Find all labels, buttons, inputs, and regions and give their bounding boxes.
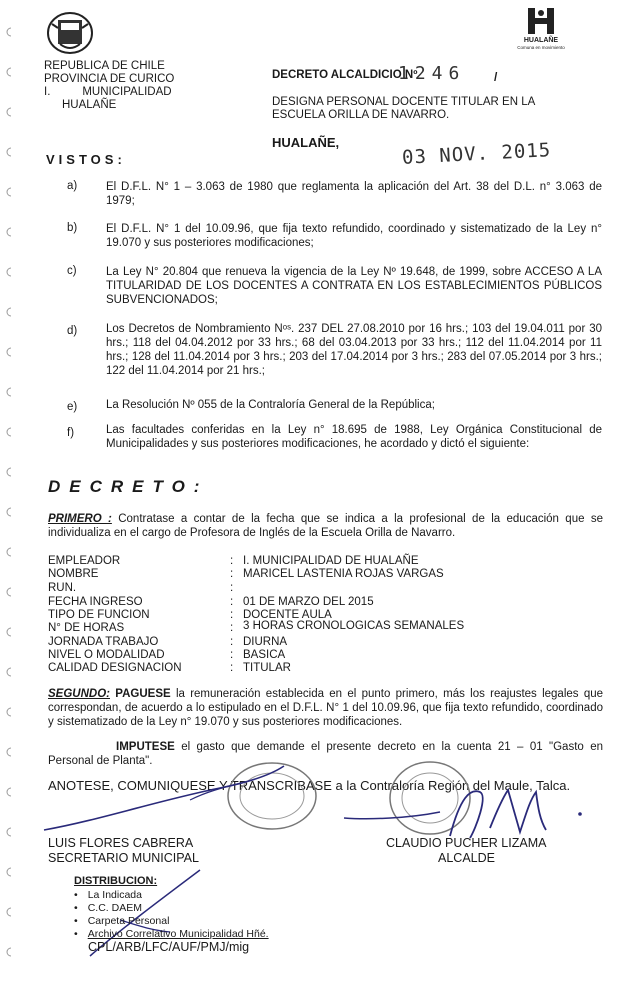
issuer-line: REPUBLICA DE CHILE (44, 60, 165, 72)
decree-subject: DESIGNA PERSONAL DOCENTE TITULAR EN LA ESCUELA ORILLA DE NAVARRO. (272, 96, 535, 121)
field-colon: : (230, 636, 234, 648)
date-stamp: 03 NOV. 2015 (401, 139, 552, 169)
field-label: JORNADA TRABAJO (48, 636, 159, 648)
distribution-list (74, 889, 269, 941)
secretary-signature (40, 760, 290, 840)
logo-text: HUALAÑE (523, 37, 559, 44)
issuer-line: PROVINCIA DE CURICO (44, 73, 175, 85)
field-label: CALIDAD DESIGNACION (48, 662, 182, 674)
issuer-line: HUALAÑE (62, 99, 117, 111)
imputese-bold: IMPUTESE (116, 741, 175, 753)
vistos-heading: VISTOS: (46, 152, 126, 167)
imputese-text: el gasto que demande el presente decreto en la cuenta 21 – 01 "Gasto en Personal de Planta". (48, 741, 603, 767)
decree-label: DECRETO ALCALDICIO Nº (272, 69, 418, 81)
segundo-bold: PAGUESE (109, 688, 171, 700)
segundo-label: SEGUNDO: (48, 688, 110, 700)
list-item: • La Indicada (74, 889, 269, 902)
field-value: DIURNA (243, 636, 288, 648)
list-item: • Carpeta Personal (74, 915, 269, 928)
item-text: El D.F.L. N° 1 del 10.09.96, que fija texto refundido, coordinado y sistematizado de la Ley n° 19.070 y sus posteriores modificaciones; (106, 223, 602, 249)
place-heading: HUALAÑE, (272, 135, 340, 150)
logo-subtitle: Comuna en movimiento (517, 45, 565, 50)
field-label: NIVEL O MODALIDAD (48, 649, 165, 661)
item-letter: d) (67, 325, 78, 337)
field-colon: : (230, 596, 234, 608)
anotese-line: ANOTESE, COMUNIQUESE Y TRANSCRIBASE a la Contraloría Región del Maule, Talca. (48, 778, 571, 793)
item-text: Las facultades conferidas en la Ley n° 18.695 de 1988, Ley Orgánica Constitucional de Municipalidades y sus posteriores modificaciones, he acordado y dictó el siguiente: (106, 424, 602, 450)
coat-of-arms-icon (46, 10, 94, 56)
primero-text: Contratase a contar de la fecha que se indica a la profesional de la educación que se individualiza en el cargo de Profesora de Inglés de la Escuela Orilla de Navarro. (48, 513, 604, 539)
field-value: BASICA (243, 649, 286, 661)
list-item: • C.C. DAEM (74, 902, 269, 915)
field-value: 3 HORAS CRONOLOGICAS SEMANALES (243, 620, 465, 632)
secretary-name: LUIS FLORES CABRERA (48, 836, 194, 850)
item-text: La Resolución Nº 055 de la Contraloría General de la República; (106, 399, 435, 411)
field-label: N° DE HORAS (48, 622, 125, 634)
field-label: NOMBRE (48, 568, 99, 580)
field-colon: : (230, 662, 234, 674)
item-text: La Ley N° 20.804 que renueva la vigencia de la Ley Nº 19.648, de 1999, sobre ACCESO A LA TITULARIDAD DE LOS DOCENTES A CONTRATA EN LOS ESTABLECIMIENTOS PÚBLICOS SUBVENCIONADOS; (106, 266, 602, 306)
primero-label: PRIMERO : (48, 513, 112, 525)
decree-number: 1246 (398, 63, 466, 84)
distribution-heading: DISTRIBUCION: (74, 875, 158, 887)
field-colon: : (230, 555, 234, 567)
item-letter: b) (67, 222, 78, 234)
field-value: 01 DE MARZO DEL 2015 (243, 596, 374, 608)
field-colon: : (230, 568, 234, 580)
field-label: TIPO DE FUNCION (48, 609, 150, 621)
item-letter: e) (67, 401, 78, 413)
segundo-paragraph (48, 687, 603, 729)
field-colon: : (230, 622, 234, 634)
field-label: RUN. (48, 582, 77, 594)
issuer-block (44, 60, 174, 112)
issuer-line: I. MUNICIPALIDAD (44, 86, 172, 98)
field-label: FECHA INGRESO (48, 596, 143, 608)
list-item: • Archivo Correlativo Municipalidad Hñé. (74, 928, 269, 941)
mayor-title: ALCALDE (438, 851, 495, 865)
reference-initials: CPL/ARB/LFC/AUF/PMJ/mig (88, 940, 250, 954)
binding-holes (3, 20, 13, 970)
field-colon: : (230, 582, 234, 594)
decree-slash: / (494, 70, 498, 84)
field-colon: : (230, 649, 234, 661)
field-value: DOCENTE AULA (243, 609, 332, 621)
item-text: Los Decretos de Nombramiento Nᵒˢ. 237 DEL 27.08.2010 por 16 hrs.; 103 del 19.04.011 por 30 hrs.; 118 del 04.04.2012 por 33 hrs.; 68 del 03.04.2013 por 33 hrs.; 112 del 11.04.2014 por 11 hrs.; 128 del 11.04.2014 por 3 hrs.; 203 del 17.04.2014 por 3 hrs.; 283 del 07.05.2014 por 3 hrs.; 122 del 11.04.2014 por 21 hrs.; (106, 323, 602, 377)
segundo-text: la remuneración establecida en el punto primero, más los reajustes legales que correspondan, de acuerdo a lo estipulado en el D.F.L. N° 1 del 10.09.96, que fija texto refundido, coordinado y sistematizado de la Ley n° 19.070 y sus posteriores modificaciones. (48, 688, 604, 728)
field-colon: : (230, 609, 234, 621)
field-value: TITULAR (243, 662, 291, 674)
field-label: EMPLEADOR (48, 555, 121, 567)
decreto-heading: DECRETO: (48, 477, 209, 496)
hualane-logo-icon (524, 6, 558, 36)
secretary-title: SECRETARIO MUNICIPAL (48, 851, 199, 865)
field-value: I. MUNICIPALIDAD DE HUALAÑE (243, 555, 419, 567)
primero-paragraph (48, 512, 603, 540)
field-value: MARICEL LASTENIA ROJAS VARGAS (243, 568, 444, 580)
mayor-name: CLAUDIO PUCHER LIZAMA (386, 836, 547, 850)
item-letter: f) (67, 427, 75, 439)
item-letter: a) (67, 180, 78, 192)
item-text: El D.F.L. N° 1 – 3.063 de 1980 que reglamenta la aplicación del Art. 38 del D.L. n° 3.063 de 1979; (106, 181, 602, 207)
item-letter: c) (67, 265, 77, 277)
